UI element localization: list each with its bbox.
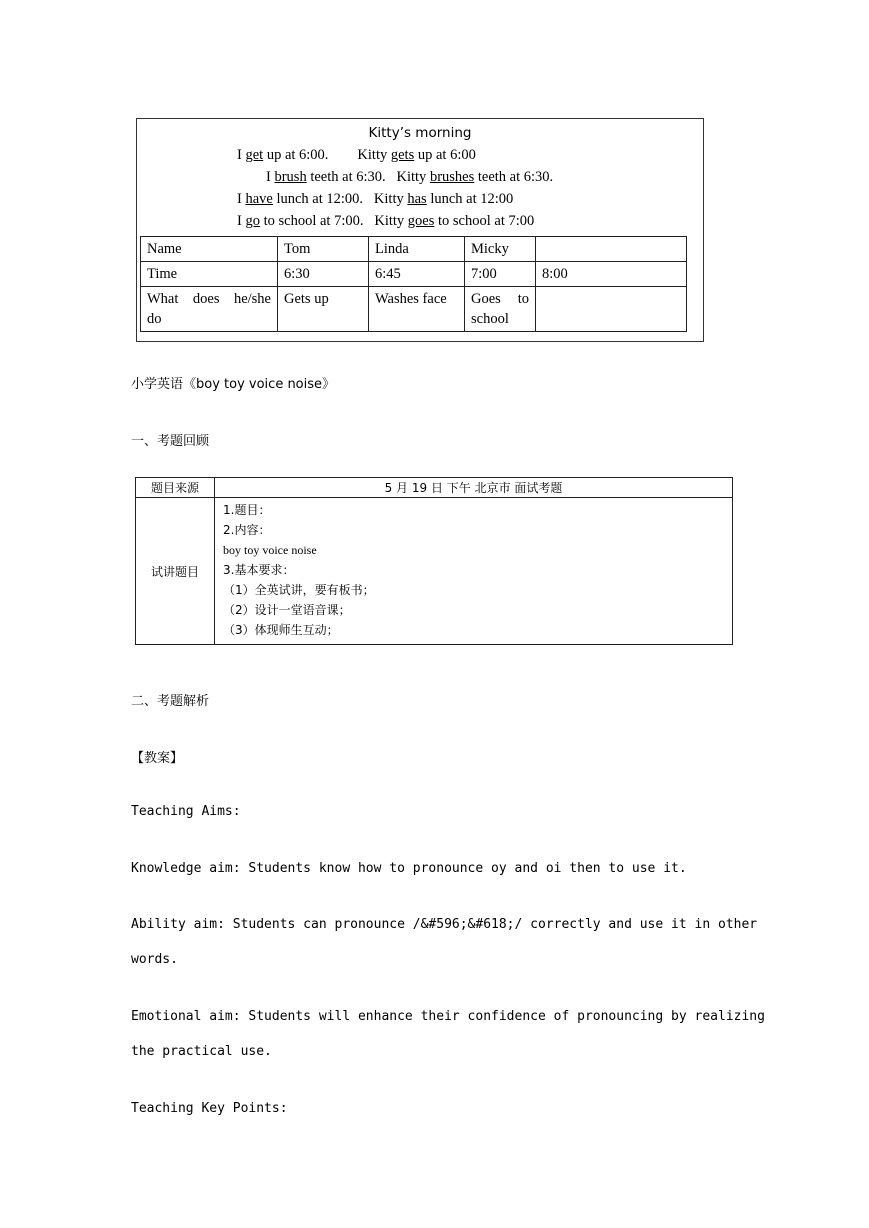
kitty-line-4: I go to school at 7:00. Kitty goes to school at 7:00 xyxy=(237,213,535,229)
table-cell: Tom xyxy=(278,237,369,262)
table-row xyxy=(141,262,687,287)
table-cell: Time xyxy=(141,262,278,287)
table-cell: What does he/she do xyxy=(141,287,278,332)
kitty-morning-figure xyxy=(136,118,704,342)
content-line: boy toy voice noise xyxy=(223,543,317,557)
key-points-heading: Teaching Key Points: xyxy=(131,1101,288,1116)
content-line: 2.内容： xyxy=(223,523,271,537)
source-label: 题目来源 xyxy=(136,478,215,498)
content-line: （3）体现师生互动； xyxy=(223,623,339,637)
emotional-aim-line-2: the practical use. xyxy=(131,1044,272,1059)
knowledge-aim: Knowledge aim: Students know how to pronounce oy and oi then to use it. xyxy=(131,861,687,876)
table-cell xyxy=(536,287,687,332)
content-line: 3.基本要求： xyxy=(223,563,295,577)
table-cell: Gets up xyxy=(278,287,369,332)
table-cell: Washes face xyxy=(369,287,465,332)
table-cell: Linda xyxy=(369,237,465,262)
table-cell: 7:00 xyxy=(465,262,536,287)
topic-label: 试讲题目 xyxy=(136,498,215,645)
content-line: （2）设计一堂语音课； xyxy=(223,603,351,617)
topic-content xyxy=(215,498,733,645)
lesson-plan-heading: 【教案】 xyxy=(131,751,184,766)
section-review-heading: 一、考题回顾 xyxy=(131,434,210,449)
section-analysis-heading: 二、考题解析 xyxy=(131,694,210,709)
kitty-schedule-table xyxy=(140,236,687,332)
table-cell: 6:30 xyxy=(278,262,369,287)
lesson-title: 小学英语《boy toy voice noise》 xyxy=(131,377,336,392)
content-line: （1）全英试讲，要有板书； xyxy=(223,583,375,597)
emotional-aim-line-1: Emotional aim: Students will enhance their confidence of pronouncing by realizing xyxy=(131,1009,765,1024)
table-row xyxy=(141,237,687,262)
table-row xyxy=(136,478,733,498)
kitty-line-2: I brush teeth at 6:30. Kitty brushes teeth at 6:30. xyxy=(266,169,554,185)
kitty-title: Kitty’s morning xyxy=(368,125,472,141)
kitty-line-1: I get up at 6:00. Kitty gets up at 6:00 xyxy=(237,147,476,163)
table-row xyxy=(136,498,733,645)
content-line: 1.题目： xyxy=(223,503,271,517)
table-cell: 8:00 xyxy=(536,262,687,287)
table-cell xyxy=(536,237,687,262)
table-cell: Goes to school xyxy=(465,287,536,332)
ability-aim-line-1: Ability aim: Students can pronounce /&#596;&#618;/ correctly and use it in other xyxy=(131,917,758,932)
table-cell: 6:45 xyxy=(369,262,465,287)
kitty-line-3: I have lunch at 12:00. Kitty has lunch at 12:00 xyxy=(237,191,514,207)
table-cell: Name xyxy=(141,237,278,262)
source-value: 5 月 19 日 下午 北京市 面试考题 xyxy=(215,478,733,498)
table-row xyxy=(141,287,687,332)
teaching-aims-heading: Teaching Aims: xyxy=(131,804,241,819)
table-cell: Micky xyxy=(465,237,536,262)
exam-info-table xyxy=(135,477,733,645)
ability-aim-line-2: words. xyxy=(131,952,178,967)
